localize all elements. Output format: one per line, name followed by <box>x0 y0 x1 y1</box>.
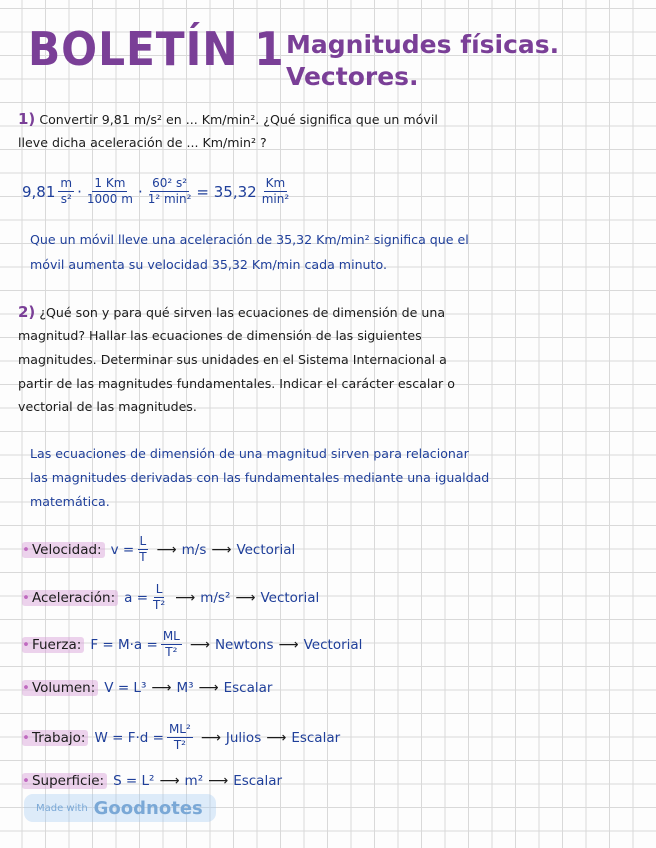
q2-line-1 <box>18 303 445 321</box>
magnitude-row-fuerza <box>22 629 362 660</box>
dimension-fraction <box>137 534 148 565</box>
fraction-denominator: min² <box>261 192 290 206</box>
q2-text-2: magnitud? Hallar las ecuaciones de dimensión de las siguientes <box>18 328 422 343</box>
magnitude-row-superficie <box>22 773 282 789</box>
fraction-denominator: s² <box>60 192 72 206</box>
fraction-denominator: T² <box>173 738 186 752</box>
arrow-icon: ⟶ <box>156 541 177 558</box>
page-title: BOLETÍN 1 <box>28 22 285 76</box>
magnitude-label: • Fuerza: <box>22 637 84 653</box>
magnitude-equation <box>94 722 195 753</box>
fraction-numerator: Km <box>265 176 286 190</box>
magnitude-unit: m/s² <box>200 589 231 606</box>
magnitude-character: Vectorial <box>260 589 320 606</box>
arrow-icon: ⟶ <box>208 773 229 789</box>
watermark-small-text: Made with <box>36 802 88 814</box>
q2-text-5: vectorial de las magnitudes. <box>18 399 197 414</box>
q1-number: 1) <box>18 110 36 128</box>
arrow-icon: ⟶ <box>200 729 221 746</box>
magnitude-character: Escalar <box>291 729 341 746</box>
magnitude-row-volumen <box>22 680 272 696</box>
q1-text-2: lleve dicha aceleración de ... Km/min² ? <box>18 135 267 150</box>
magnitude-label: • Aceleración: <box>22 590 118 606</box>
fraction-denominator: T <box>139 550 147 564</box>
equation-lhs: a = <box>124 589 149 606</box>
q2-answer-2: las magnitudes derivadas con las fundamentales mediante una igualdad <box>30 470 490 485</box>
watermark-brand: Goodnotes <box>93 797 203 819</box>
equation-lhs: F = M·a = <box>90 636 158 653</box>
q2-answer-1: Las ecuaciones de dimensión de una magnitud sirven para relacionar <box>30 446 469 461</box>
magnitude-character: Escalar <box>223 680 273 696</box>
dimension-fraction <box>161 629 182 660</box>
equation-lhs: v = <box>110 541 135 558</box>
formula-fraction-3 <box>146 176 194 207</box>
magnitude-character: Vectorial <box>236 541 296 558</box>
arrow-icon: ⟶ <box>198 680 219 696</box>
magnitude-equation <box>113 773 154 789</box>
fraction-numerator: 60² s² <box>152 176 188 190</box>
q2-number: 2) <box>18 303 36 321</box>
magnitude-equation <box>124 582 170 613</box>
magnitude-equation <box>111 534 152 565</box>
equation-lhs: V = L³ <box>104 680 147 696</box>
magnitude-equation <box>90 629 185 660</box>
page-subtitle-line-1: Magnitudes físicas. <box>286 30 560 59</box>
q1-conversion-formula <box>22 176 294 207</box>
dimension-fraction <box>151 582 167 613</box>
magnitude-label: • Trabajo: <box>22 730 88 746</box>
arrow-icon: ⟶ <box>235 589 256 606</box>
magnitude-row-velocidad <box>22 534 295 565</box>
formula-start: 9,81 <box>22 182 56 201</box>
magnitude-unit: m/s <box>181 541 207 558</box>
magnitude-unit: m² <box>184 773 204 789</box>
formula-fraction-1 <box>58 176 74 207</box>
equation-lhs: W = F·d = <box>94 729 164 746</box>
fraction-numerator: L <box>139 534 147 548</box>
q2-text-4: partir de las magnitudes fundamentales. Indicar el carácter escalar o <box>18 376 455 391</box>
fraction-denominator: 1000 m <box>86 192 133 206</box>
magnitude-unit: Newtons <box>214 636 274 653</box>
magnitude-row-trabajo <box>22 722 340 753</box>
magnitude-unit: Julios <box>225 729 262 746</box>
q2-text-1: ¿Qué son y para qué sirven las ecuaciones de dimensión de una <box>39 305 446 320</box>
equation-lhs: S = L² <box>113 773 155 789</box>
magnitude-character: Escalar <box>233 773 283 789</box>
page-subtitle-line-2: Vectores. <box>286 62 419 91</box>
magnitude-label: • Volumen: <box>22 680 98 696</box>
magnitude-equation <box>104 680 146 696</box>
arrow-icon: ⟶ <box>278 636 299 653</box>
formula-fraction-4 <box>260 176 291 207</box>
goodnotes-watermark <box>24 794 216 822</box>
q1-answer-1: Que un móvil lleve una aceleración de 35,32 Km/min² significa que el <box>30 232 469 247</box>
fraction-numerator: m <box>60 176 73 190</box>
fraction-numerator: L <box>155 582 163 596</box>
magnitude-row-aceleracion <box>22 582 319 613</box>
arrow-icon: ⟶ <box>211 541 232 558</box>
dimension-fraction <box>167 722 193 753</box>
formula-dot: · <box>137 182 143 201</box>
q1-answer-2: móvil aumenta su velocidad 35,32 Km/min cada minuto. <box>30 257 387 272</box>
magnitude-label: • Velocidad: <box>22 542 105 558</box>
fraction-numerator: ML <box>162 629 180 643</box>
q1-text-1: Convertir 9,81 m/s² en ... Km/min². ¿Qué significa que un móvil <box>39 112 438 127</box>
formula-dot: · <box>77 182 82 201</box>
arrow-icon: ⟶ <box>175 589 196 606</box>
fraction-numerator: 1 Km <box>94 176 126 190</box>
formula-result: = 35,32 <box>196 182 257 201</box>
arrow-icon: ⟶ <box>151 680 172 696</box>
formula-fraction-2 <box>85 176 135 207</box>
fraction-numerator: ML² <box>168 722 191 736</box>
magnitude-character: Vectorial <box>303 636 363 653</box>
magnitude-unit: M³ <box>176 680 194 696</box>
arrow-icon: ⟶ <box>189 636 210 653</box>
fraction-denominator: T² <box>153 598 166 612</box>
fraction-denominator: 1² min² <box>147 192 192 206</box>
q1-line-1 <box>18 110 438 128</box>
fraction-denominator: T² <box>165 645 178 659</box>
q2-answer-3: matemática. <box>30 494 110 509</box>
q2-text-3: magnitudes. Determinar sus unidades en el Sistema Internacional a <box>18 352 447 367</box>
magnitude-label: • Superficie: <box>22 773 107 789</box>
arrow-icon: ⟶ <box>266 729 287 746</box>
arrow-icon: ⟶ <box>159 773 180 789</box>
